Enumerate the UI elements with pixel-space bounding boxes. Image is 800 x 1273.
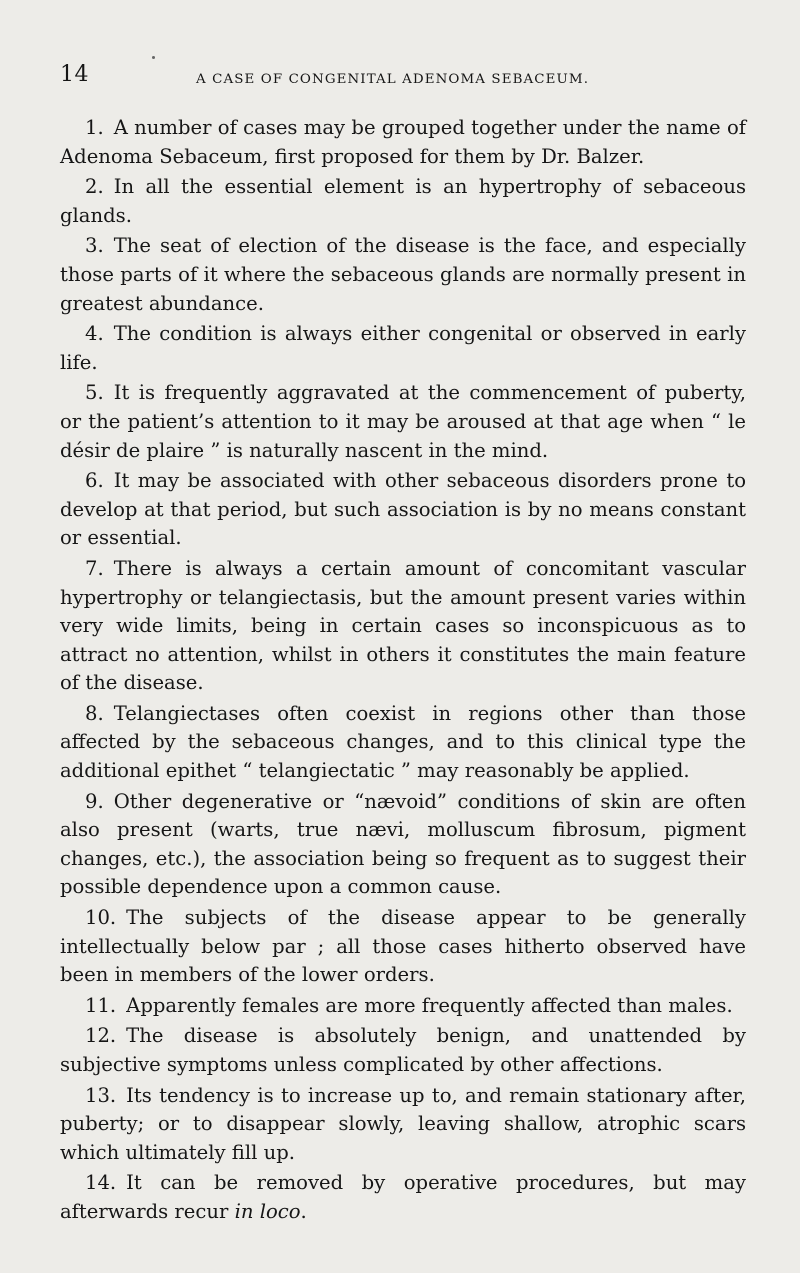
paragraph-text: It can be removed by operative procedures, but may afterwards recur	[60, 1171, 746, 1223]
paragraph-text: It may be associated with other sebaceous disorders prone to develop at that period, but such association is by no means constant or essential.	[60, 469, 746, 550]
paragraph-number: 14.	[85, 1171, 117, 1195]
numbered-paragraph	[60, 700, 746, 786]
numbered-paragraph	[60, 1082, 746, 1168]
paragraph-number: 5.	[85, 381, 104, 405]
numbered-conclusions	[60, 114, 746, 1229]
numbered-paragraph	[60, 788, 746, 902]
numbered-paragraph	[60, 1169, 746, 1226]
numbered-paragraph	[60, 379, 746, 465]
numbered-paragraph	[60, 114, 746, 171]
paragraph-number: 12.	[85, 1024, 117, 1048]
running-head: A CASE OF CONGENITAL ADENOMA SEBACEUM.	[196, 72, 590, 87]
page-header	[60, 62, 750, 96]
paragraph-text: The condition is always either congenital or observed in early life.	[60, 322, 746, 374]
paragraph-number: 2.	[85, 175, 104, 199]
paragraph-number: 4.	[85, 322, 104, 346]
numbered-paragraph	[60, 904, 746, 990]
paragraph-number: 7.	[85, 556, 104, 580]
latin-phrase: in loco	[234, 1199, 301, 1223]
page-number: 14	[60, 62, 89, 87]
closing-period: .	[300, 1199, 307, 1223]
paragraph-number: 6.	[85, 469, 104, 493]
paragraph-text: Its tendency is to increase up to, and remain stationary after, puberty; or to disappear slowly, leaving shallow, atrophic scars which ultimately fill up.	[60, 1083, 746, 1164]
paragraph-text: A number of cases may be grouped together under the name of Adenoma Sebaceum, first proposed for them by Dr. Balzer.	[60, 116, 746, 168]
numbered-paragraph	[60, 232, 746, 318]
paragraph-number: 3.	[85, 234, 104, 258]
numbered-paragraph	[60, 992, 746, 1021]
paragraph-text: There is always a certain amount of concomitant vascular hypertrophy or telangiectasis, but the amount present varies within very wide limits, being in certain cases so inconspicuous as to attract no attention, whilst in others it constitutes the main feature of the disease.	[60, 556, 746, 695]
numbered-paragraph	[60, 320, 746, 377]
paragraph-text: Other degenerative or “nævoid” conditions of skin are often also present (warts, true nævi, molluscum fibrosum, pigment changes, etc.), the association being so frequent as to suggest their possible dependence upon a common cause.	[60, 789, 746, 899]
paragraph-text: The seat of election of the disease is the face, and especially those parts of it where the sebaceous glands are normally present in greatest abundance.	[60, 234, 746, 315]
paragraph-number: 10.	[85, 906, 117, 930]
paragraph-number: 11.	[85, 993, 117, 1017]
print-speck	[152, 56, 155, 59]
numbered-paragraph	[60, 173, 746, 230]
paragraph-text: The subjects of the disease appear to be generally intellectually below par ; all those cases hitherto observed have been in members of the lower orders.	[60, 906, 746, 987]
paragraph-number: 1.	[85, 116, 104, 139]
paragraph-text: Apparently females are more frequently affected than males.	[126, 993, 733, 1017]
numbered-paragraph	[60, 1022, 746, 1079]
numbered-paragraph	[60, 555, 746, 698]
paragraph-number: 9.	[85, 789, 104, 813]
paragraph-text: The disease is absolutely benign, and unattended by subjective symptoms unless complicated by other affections.	[60, 1024, 746, 1076]
paragraph-number: 8.	[85, 701, 104, 725]
paragraph-text: It is frequently aggravated at the commencement of puberty, or the patient’s attention to it may be aroused at that age when “ le désir de plaire ” is naturally nascent in the mind.	[60, 381, 746, 462]
paragraph-text: In all the essential element is an hypertrophy of sebaceous glands.	[60, 175, 746, 227]
paragraph-number: 13.	[85, 1083, 117, 1107]
numbered-paragraph	[60, 467, 746, 553]
paragraph-text: Telangiectases often coexist in regions other than those affected by the sebaceous changes, and to this clinical type the additional epithet “ telangiectatic ” may reasonably be applied.	[60, 701, 746, 783]
